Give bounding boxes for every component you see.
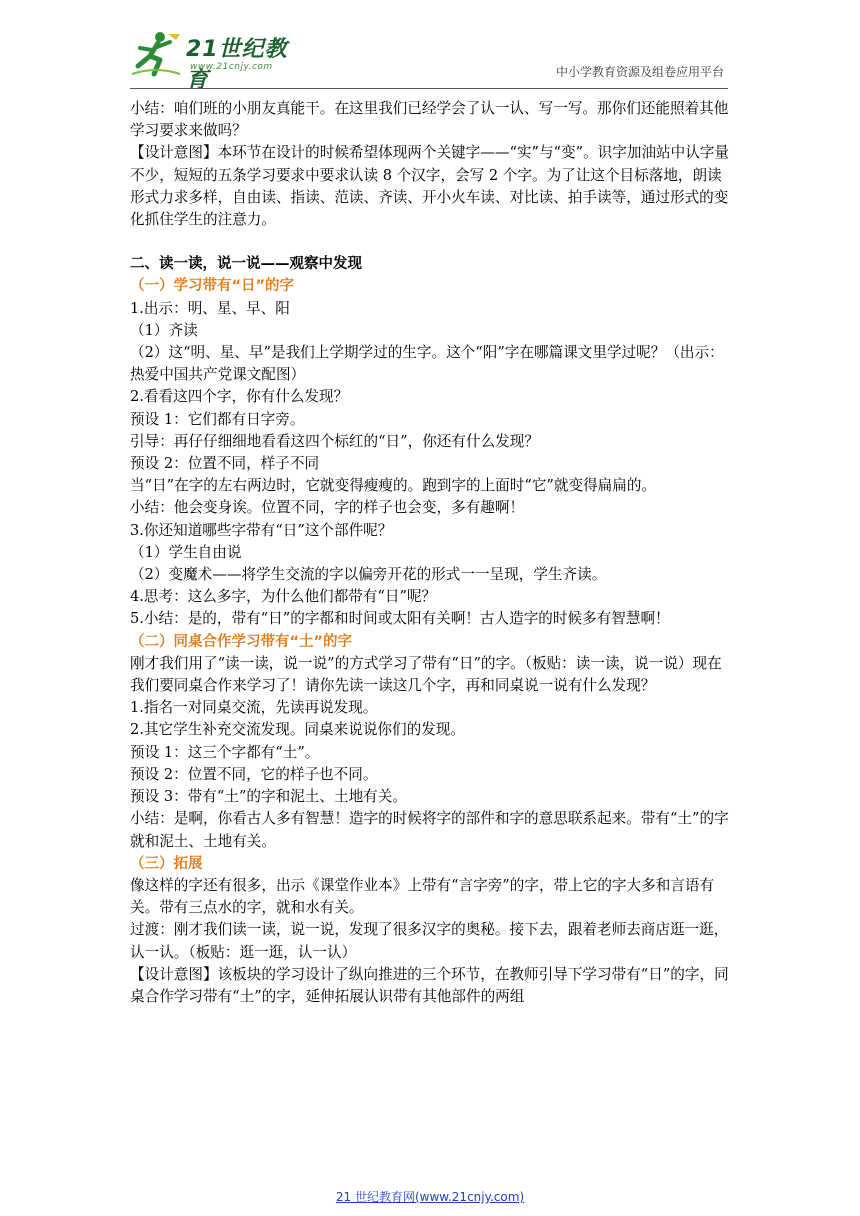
paragraph: 小结：咱们班的小朋友真能干。在这里我们已经学会了认一认、写一写。那你们还能照着其他学习要求来做吗？ [130, 100, 729, 140]
paragraph: 预设 1：它们都有日字旁。 [130, 410, 305, 428]
runner-logo-icon [130, 30, 182, 78]
paragraph: 1.指名一对同桌交流，先读再说发现。 [130, 699, 378, 717]
section-heading: 二、读一读，说一说——观察中发现 [130, 256, 362, 273]
header-divider [130, 88, 728, 89]
paragraph: 预设 1：这三个字都有“土”。 [130, 743, 320, 761]
paragraph: （2）这“明、星、早”是我们上学期学过的生字。这个“阳”字在哪篇课文里学过呢？（出示：热爱中国共产党课文配图） [130, 344, 724, 384]
paragraph: 4.思考：这么多字，为什么他们都带有“日”呢？ [130, 588, 437, 606]
paragraph: 当“日”在字的左右两边时，它就变得瘦瘦的。跑到字的上面时“它”就变得扁扁的。 [130, 477, 657, 495]
paragraph: 小结：他会变身诶。位置不同，字的样子也会变，多有趣啊！ [130, 499, 525, 517]
subsection-heading: （一）学习带有“日”的字 [130, 278, 295, 295]
paragraph: 2.看看这四个字，你有什么发现？ [130, 388, 349, 406]
paragraph: 【设计意图】该板块的学习设计了纵向推进的三个环节，在教师引导下学习带有“日”的字，同桌合作学习带有“土”的字，延伸拓展认识带有其他部件的两组 [130, 965, 729, 1005]
paragraph: 预设 3：带有“土”的字和泥土、土地有关。 [130, 788, 407, 806]
logo-url: www.21cnjy.com [190, 62, 273, 72]
logo-title: 21世纪教育 [186, 37, 288, 93]
subsection-heading: （二）同桌合作学习带有“土”的字 [130, 633, 353, 650]
document-body [130, 98, 730, 1008]
paragraph: 过渡：刚才我们读一读，说一说，发现了很多汉字的奥秘。接下去，跟着老师去商店逛一逛，认一认。（板贴：逛一逛，认一认） [130, 921, 729, 961]
paragraph: 2.其它学生补充交流发现。同桌来说说你们的发现。 [130, 721, 465, 739]
paragraph: 引导：再仔仔细细地看看这四个标红的“日”，你还有什么发现？ [130, 432, 539, 450]
paragraph: 刚才我们用了“读一读，说一说”的方式学习了带有“日”的字。（板贴：读一读，说一说）现在我们要同桌合作来学习了！请你先读一读这几个字，再和同桌说一说有什么发现？ [130, 654, 722, 695]
platform-label: 中小学教育资源及组卷应用平台 [555, 65, 724, 79]
footer-link[interactable]: 21 世纪教育网(www.21cnjy.com) [335, 1190, 525, 1204]
paragraph: 像这样的字还有很多，出示《课堂作业本》上带有“言字旁”的字，带上它的字大多和言语有关。带有三点水的字，就和水有关。 [130, 876, 715, 917]
paragraph: 【设计意图】本环节在设计的时候希望体现两个关键字——“实”与“变”。识字加油站中认字量不少，短短的五条学习要求中要求认读 8 个汉字，会写 2 个字。为了让这个目标落地，朗读形式力求多样，自由读、指读、范读、齐读、开小火车读、对比读、拍手读等，通过形式的变化抓住学生的注意力。 [130, 144, 730, 229]
paragraph: 小结：是啊，你看古人多有智慧！造字的时候将字的部件和字的意思联系起来。带有“土”的字就和泥土、土地有关。 [130, 810, 729, 850]
paragraph-spacer [130, 231, 730, 253]
paragraph: 5.小结：是的，带有“日”的字都和时间或太阳有关啊！古人造字的时候多有智慧啊！ [130, 610, 670, 628]
paragraph: （1）齐读 [130, 321, 198, 339]
paragraph: 1.出示：明、星、早、阳 [130, 299, 290, 317]
page-header [130, 28, 728, 93]
paragraph: 预设 2：位置不同，它的样子也不同。 [130, 765, 378, 783]
paragraph: （2）变魔术——将学生交流的字以偏旁开花的形式一一呈现，学生齐读。 [130, 566, 607, 584]
subsection-heading: （三）拓展 [130, 855, 203, 872]
paragraph: （1）学生自由说 [130, 543, 242, 561]
paragraph: 预设 2：位置不同，样子不同 [130, 455, 320, 473]
logo [130, 28, 310, 93]
paragraph: 3.你还知道哪些字带有“日”这个部件呢？ [130, 521, 393, 539]
